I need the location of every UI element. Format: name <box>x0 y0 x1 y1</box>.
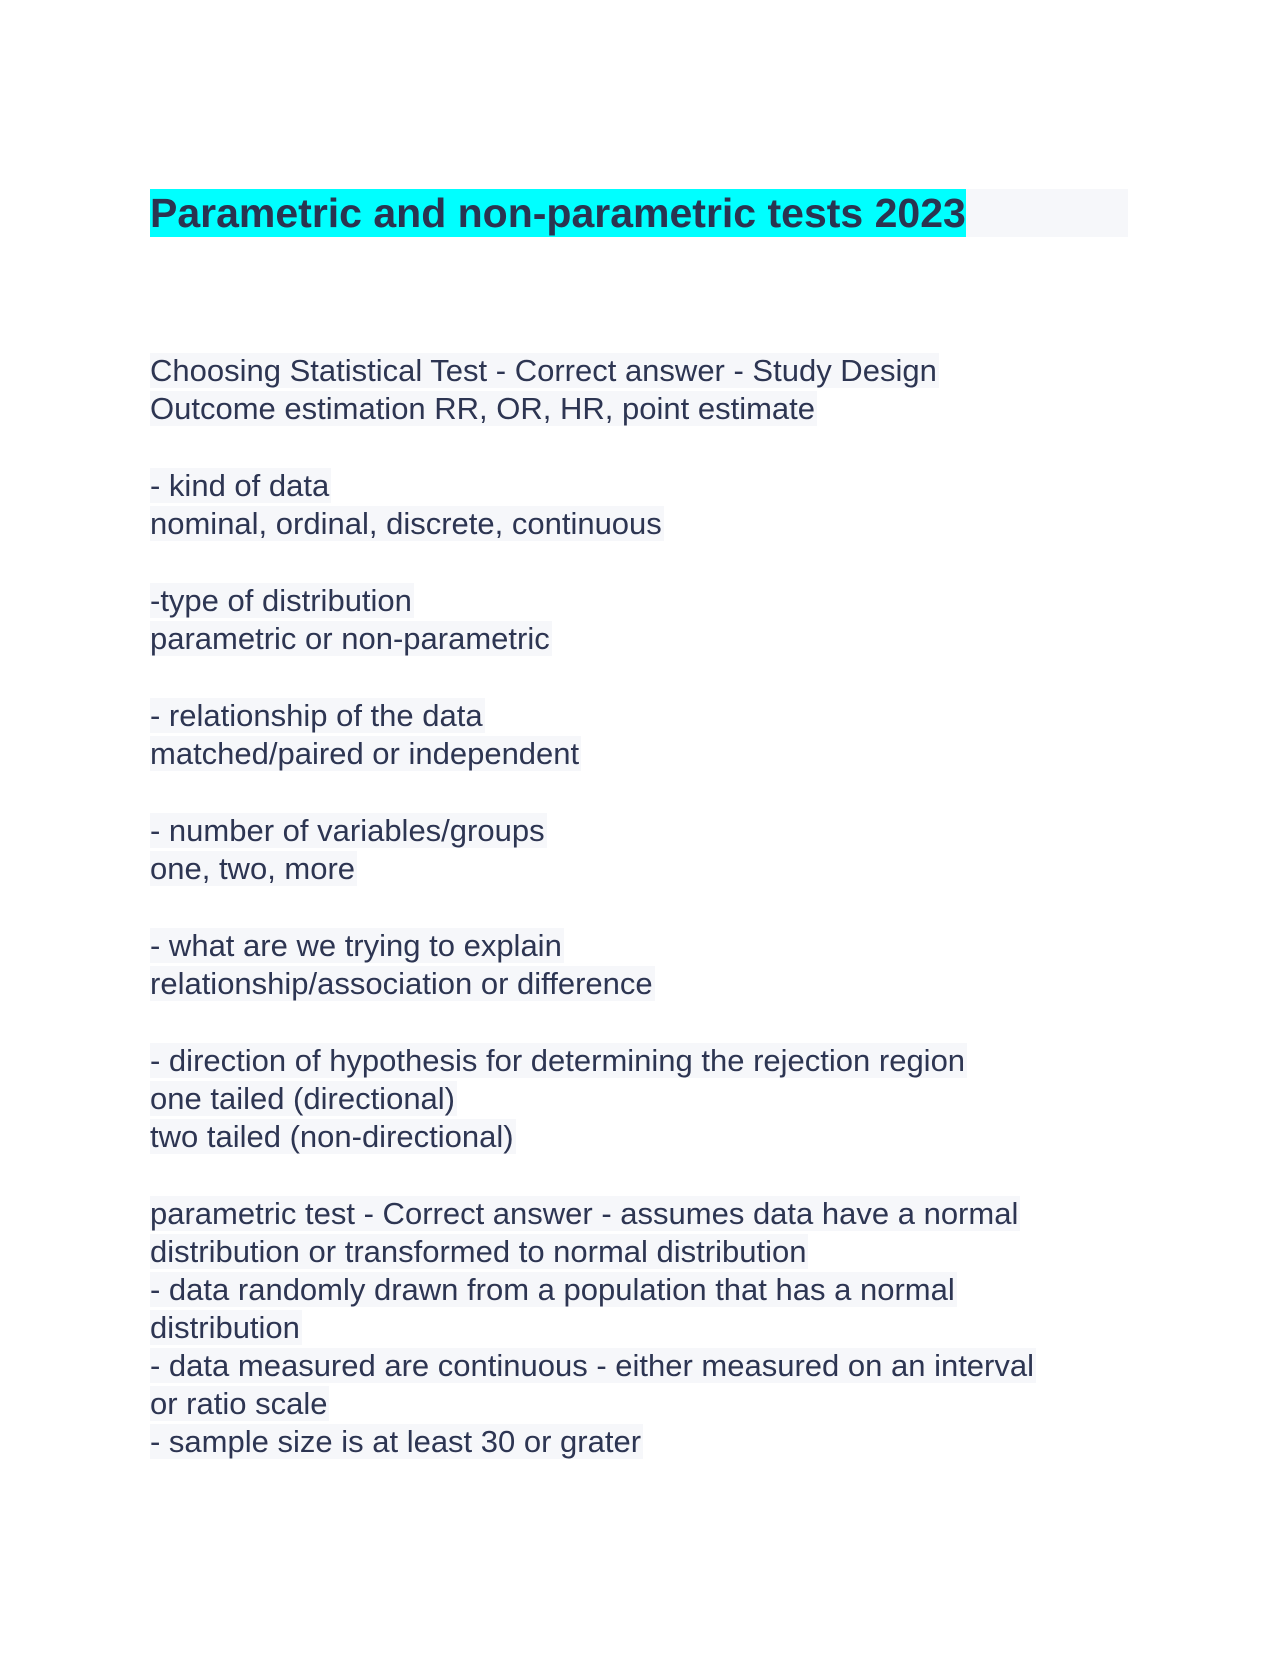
text-block <box>150 927 1128 1003</box>
text-line: -type of distribution <box>150 583 412 618</box>
text-line: parametric or non-parametric <box>150 621 550 656</box>
text-line: relationship/association or difference <box>150 966 653 1001</box>
document-page <box>150 189 1128 1500</box>
text-line: Outcome estimation RR, OR, HR, point estimate <box>150 391 816 426</box>
text-line: - data measured are continuous - either measured on an interval <box>150 1348 1034 1383</box>
text-line: distribution <box>150 1310 300 1345</box>
document-body <box>150 352 1128 1461</box>
text-line: - direction of hypothesis for determining the rejection region <box>150 1043 966 1078</box>
document-title: Parametric and non-parametric tests 2023 <box>150 190 966 236</box>
text-line: - relationship of the data <box>150 698 483 733</box>
text-line: parametric test - Correct answer - assumes data have a normal <box>150 1196 1019 1231</box>
text-line: one tailed (directional) <box>150 1081 456 1116</box>
text-line: - kind of data <box>150 468 330 503</box>
text-block <box>150 697 1128 773</box>
text-block <box>150 1195 1128 1461</box>
text-line: nominal, ordinal, discrete, continuous <box>150 506 662 541</box>
text-block <box>150 352 1128 428</box>
text-block <box>150 582 1128 658</box>
text-line: - what are we trying to explain <box>150 928 562 963</box>
title-row <box>150 189 1128 237</box>
text-line: one, two, more <box>150 851 356 886</box>
text-block <box>150 467 1128 543</box>
text-line: Choosing Statistical Test - Correct answer - Study Design <box>150 353 937 388</box>
text-line: two tailed (non-directional) <box>150 1119 514 1154</box>
text-line: matched/paired or independent <box>150 736 580 771</box>
text-line: - sample size is at least 30 or grater <box>150 1424 642 1459</box>
text-line: or ratio scale <box>150 1386 328 1421</box>
text-line: distribution or transformed to normal distribution <box>150 1234 807 1269</box>
text-block <box>150 1042 1128 1156</box>
text-line: - number of variables/groups <box>150 813 545 848</box>
text-block <box>150 812 1128 888</box>
text-line: - data randomly drawn from a population that has a normal <box>150 1272 955 1307</box>
